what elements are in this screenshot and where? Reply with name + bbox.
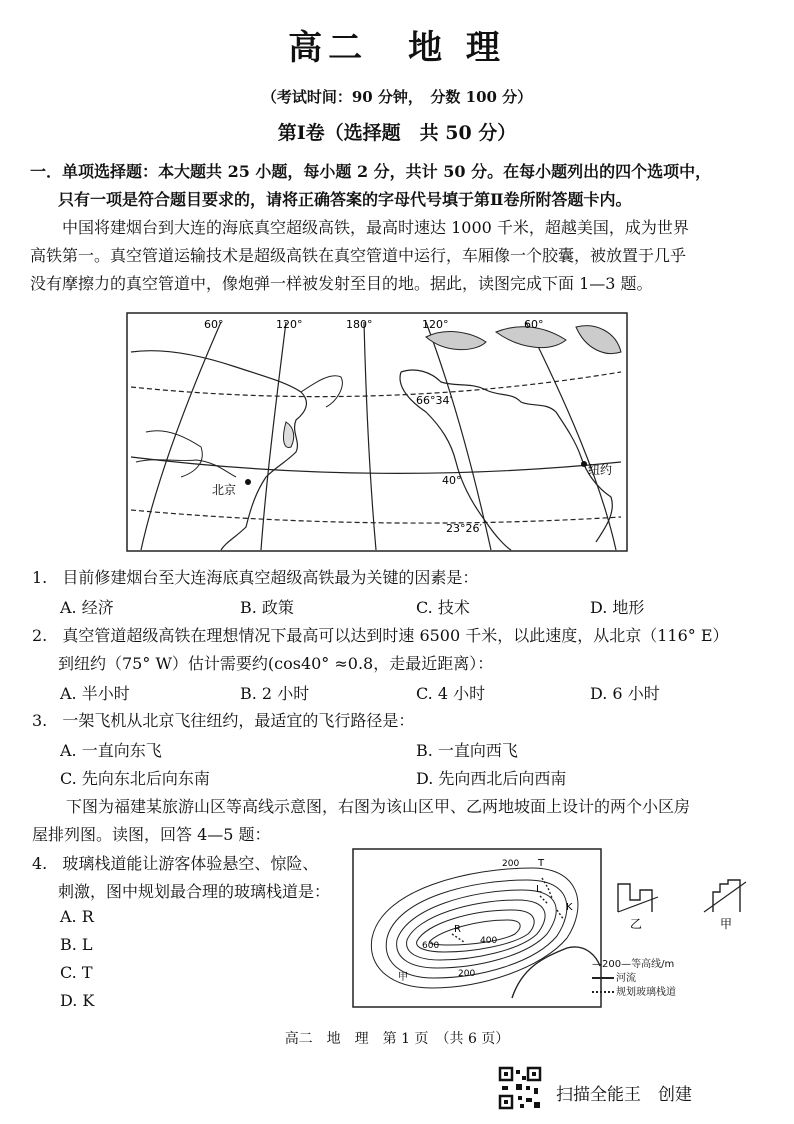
- contour-label-600: 600: [422, 941, 440, 951]
- lon-label-180: 180°: [346, 318, 373, 331]
- house-label-jia: 甲: [720, 917, 733, 931]
- passage1-line-2: 高铁第一。真空管道运输技术是超级高铁在真空管道中运行，车厢像一个胶囊，被放置于几乎: [30, 246, 687, 265]
- newyork-dot: [581, 461, 587, 467]
- lat-label-40: 40°: [442, 474, 462, 487]
- q2-text-1: 真空管道超级高铁在理想情况下最高可以达到时速 6500 千米，以此速度，从北京（116° E）: [62, 626, 729, 645]
- legend-river: 河流: [616, 973, 636, 984]
- instructions-line-1: 一．单项选择题：本大题共 25 小题，每小题 2 分，共计 50 分。在每小题列出的四个选项中，: [30, 162, 712, 181]
- q4-stem-line-1: [32, 852, 318, 876]
- q3-option-c[interactable]: C. 先向东北后向东南: [60, 769, 210, 788]
- q1-number: 1.: [32, 568, 48, 587]
- q2-option-a[interactable]: A. 半小时: [60, 684, 130, 703]
- passage1-line-1: 中国将建烟台到大连的海底真空超级高铁，最高时速达 1000 千米，超越美国，成为世界: [62, 218, 689, 237]
- city-label-newyork: 纽约: [588, 463, 613, 477]
- q4-option-a[interactable]: A. R: [60, 907, 94, 926]
- lon-label-60w: 60°: [524, 318, 544, 331]
- legend-contour: —200—等高线/m: [592, 959, 675, 970]
- contour-map-figure: [352, 848, 602, 1008]
- page-footer: 高二 地 理 第 1 页 （共 6 页）: [284, 1031, 510, 1047]
- map-frame: [127, 313, 627, 551]
- lat-label-tropic: 23°26′: [446, 522, 482, 535]
- point-label-jia: 甲: [398, 972, 408, 983]
- city-label-beijing: 北京: [212, 483, 237, 497]
- point-label-R: R: [454, 924, 461, 935]
- passage1-line-3: 没有摩擦力的真空管道中，像炮弹一样被发射至目的地。据此，读图完成下面 1—3 题。: [30, 274, 653, 293]
- q1-stem: [32, 566, 478, 590]
- point-label-L: L: [536, 884, 542, 895]
- legend-river-row: [592, 972, 676, 986]
- q2-option-c[interactable]: C. 4 小时: [416, 684, 486, 703]
- passage2-line-2: 屋排列图。读图，回答 4—5 题：: [32, 825, 271, 844]
- q4-text-1: 玻璃栈道能让游客体验悬空、惊险、: [62, 854, 319, 873]
- instructions-line-2: 只有一项是符合题目要求的，请将正确答案的字母代号填于第Ⅱ卷所附答题卡内。: [58, 190, 632, 209]
- legend-trail-row: [592, 986, 676, 1000]
- q1-option-c[interactable]: C. 技术: [416, 598, 470, 617]
- world-map-figure: [126, 312, 628, 552]
- q3-option-a[interactable]: A. 一直向东飞: [60, 741, 162, 760]
- section-title: 第Ⅰ卷（选择题 共 50 分）: [277, 122, 517, 144]
- beijing-dot: [245, 479, 251, 485]
- q1-option-d[interactable]: D. 地形: [590, 598, 645, 617]
- contour-label-200-top: 200: [502, 859, 520, 869]
- q4-stem-line-2: 刺激，图中规划最合理的玻璃栈道是：: [58, 882, 331, 901]
- lon-label-120e: 120°: [276, 318, 303, 331]
- lon-label-120w: 120°: [422, 318, 449, 331]
- houses-diagram: [608, 872, 758, 932]
- q3-stem: [32, 709, 414, 733]
- q1-text: 目前修建烟台至大连海底真空超级高铁最为关键的因素是：: [62, 568, 479, 587]
- point-label-K: K: [566, 902, 573, 913]
- passage2-line-1: 下图为福建某旅游山区等高线示意图，右图为该山区甲、乙两地坡面上设计的两个小区房: [66, 797, 691, 816]
- q1-option-a[interactable]: A. 经济: [60, 598, 114, 617]
- q3-option-d[interactable]: D. 先向西北后向西南: [416, 769, 567, 788]
- q4-number: 4.: [32, 854, 48, 873]
- q2-option-d[interactable]: D. 6 小时: [590, 684, 660, 703]
- qr-code-icon: [498, 1066, 542, 1110]
- q1-option-b[interactable]: B. 政策: [240, 598, 294, 617]
- exam-info: （考试时间：90 分钟， 分数 100 分）: [261, 88, 533, 106]
- contour-label-400: 400: [480, 936, 498, 946]
- lat-label-arctic: 66°34′: [416, 394, 452, 407]
- q3-number: 3.: [32, 711, 48, 730]
- page-title: 高二 地 理: [288, 28, 506, 68]
- house-label-yi: 乙: [630, 917, 643, 931]
- q2-stem-line-2: 到纽约（75° W）估计需要约(cos40° ≈0.8，走最近距离）：: [58, 654, 494, 673]
- scanner-brand: 扫描全能王 创建: [556, 1085, 692, 1105]
- house-row-yi: [618, 884, 652, 912]
- lon-label-60e: 60°: [204, 318, 224, 331]
- q2-stem-line-1: [32, 624, 729, 648]
- point-label-T: T: [538, 858, 545, 869]
- q4-option-d[interactable]: D. K: [60, 991, 95, 1010]
- q2-option-b[interactable]: B. 2 小时: [240, 684, 310, 703]
- q4-option-c[interactable]: C. T: [60, 963, 93, 982]
- q3-text: 一架飞机从北京飞往纽约，最适宜的飞行路径是：: [62, 711, 415, 730]
- legend-trail: 规划玻璃栈道: [616, 987, 676, 998]
- contour-label-200-bottom: 200: [458, 969, 476, 979]
- q4-option-b[interactable]: B. L: [60, 935, 93, 954]
- q3-option-b[interactable]: B. 一直向西飞: [416, 741, 518, 760]
- q2-number: 2.: [32, 626, 48, 645]
- contour-legend: [592, 958, 676, 1000]
